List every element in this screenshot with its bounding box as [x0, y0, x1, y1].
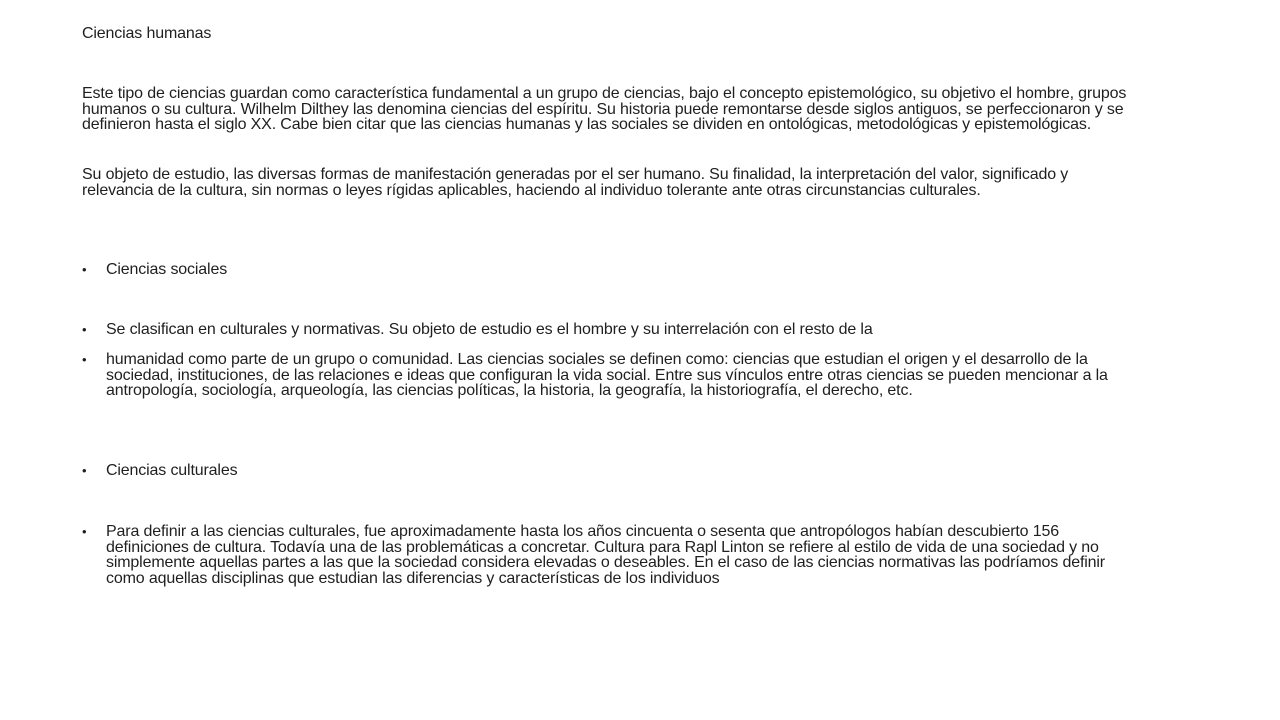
bullet-icon: •: [82, 352, 87, 367]
bullet-item-ciencias-sociales: [82, 262, 1127, 278]
bullet-text: Para definir a las ciencias culturales, fue aproximadamente hasta los años cincuenta o sesenta que antropólogos habían descubierto 156 definiciones de cultura. Todavía una de las problemáticas a concretar. Cultura para Rapl Linton se refiere al estilo de vida de una sociedad y no simplemente aquellas partes a las que la sociedad considera elevadas o deseables. En el caso de las ciencias normativas las podríamos definir como aquellas disciplinas que estudian las diferencias y características de los individuos: [106, 523, 1105, 587]
bullet-item-clasificacion: [82, 322, 1127, 338]
bullet-icon: •: [82, 262, 87, 277]
paragraph-objective: Su objeto de estudio, las diversas formas de manifestación generadas por el ser humano. Su finalidad, la interpretación del valor, significado y relevancia de la cultura, sin normas o leyes rígidas aplicables, haciendo al individuo tolerante ante otras circunstancias culturales.: [82, 166, 1069, 199]
bullet-item-ciencias-culturales: [82, 463, 1127, 479]
paragraph-intro: Este tipo de ciencias guardan como característica fundamental a un grupo de ciencias, bajo el concepto epistemológico, su objetivo el hombre, grupos humanos o su cultura. Wilhelm Dilthey las denomina ciencias del espíritu. Su historia puede remontarse desde siglos antiguos, se perfeccionaron y se definieron hasta el siglo XX. Cabe bien citar que las ciencias humanas y las sociales se dividen en ontológicas, metodológicas y epistemológicas.: [82, 85, 1127, 134]
bullet-item-humanidad: [82, 352, 1127, 399]
bullet-text: Se clasifican en culturales y normativas. Su objeto de estudio es el hombre y su interrelación con el resto de la: [106, 321, 873, 338]
bullet-text: Ciencias sociales: [106, 261, 228, 278]
bullet-icon: •: [82, 322, 87, 337]
page-title: Ciencias humanas: [82, 25, 212, 42]
bullet-text: Ciencias culturales: [106, 462, 238, 479]
bullet-text: humanidad como parte de un grupo o comunidad. Las ciencias sociales se definen como: ciencias que estudian el origen y el desarrollo de la sociedad, instituciones, de las relaciones e ideas que configuran la vida social. Entre sus vínculos entre otras ciencias se pueden mencionar a la antropología, sociología, arqueología, las ciencias políticas, la historia, la geografía, la historiografía, el derecho, etc.: [106, 351, 1108, 400]
bullet-item-definicion-cultura: [82, 524, 1127, 586]
bullet-icon: •: [82, 524, 87, 539]
bullet-icon: •: [82, 463, 87, 478]
